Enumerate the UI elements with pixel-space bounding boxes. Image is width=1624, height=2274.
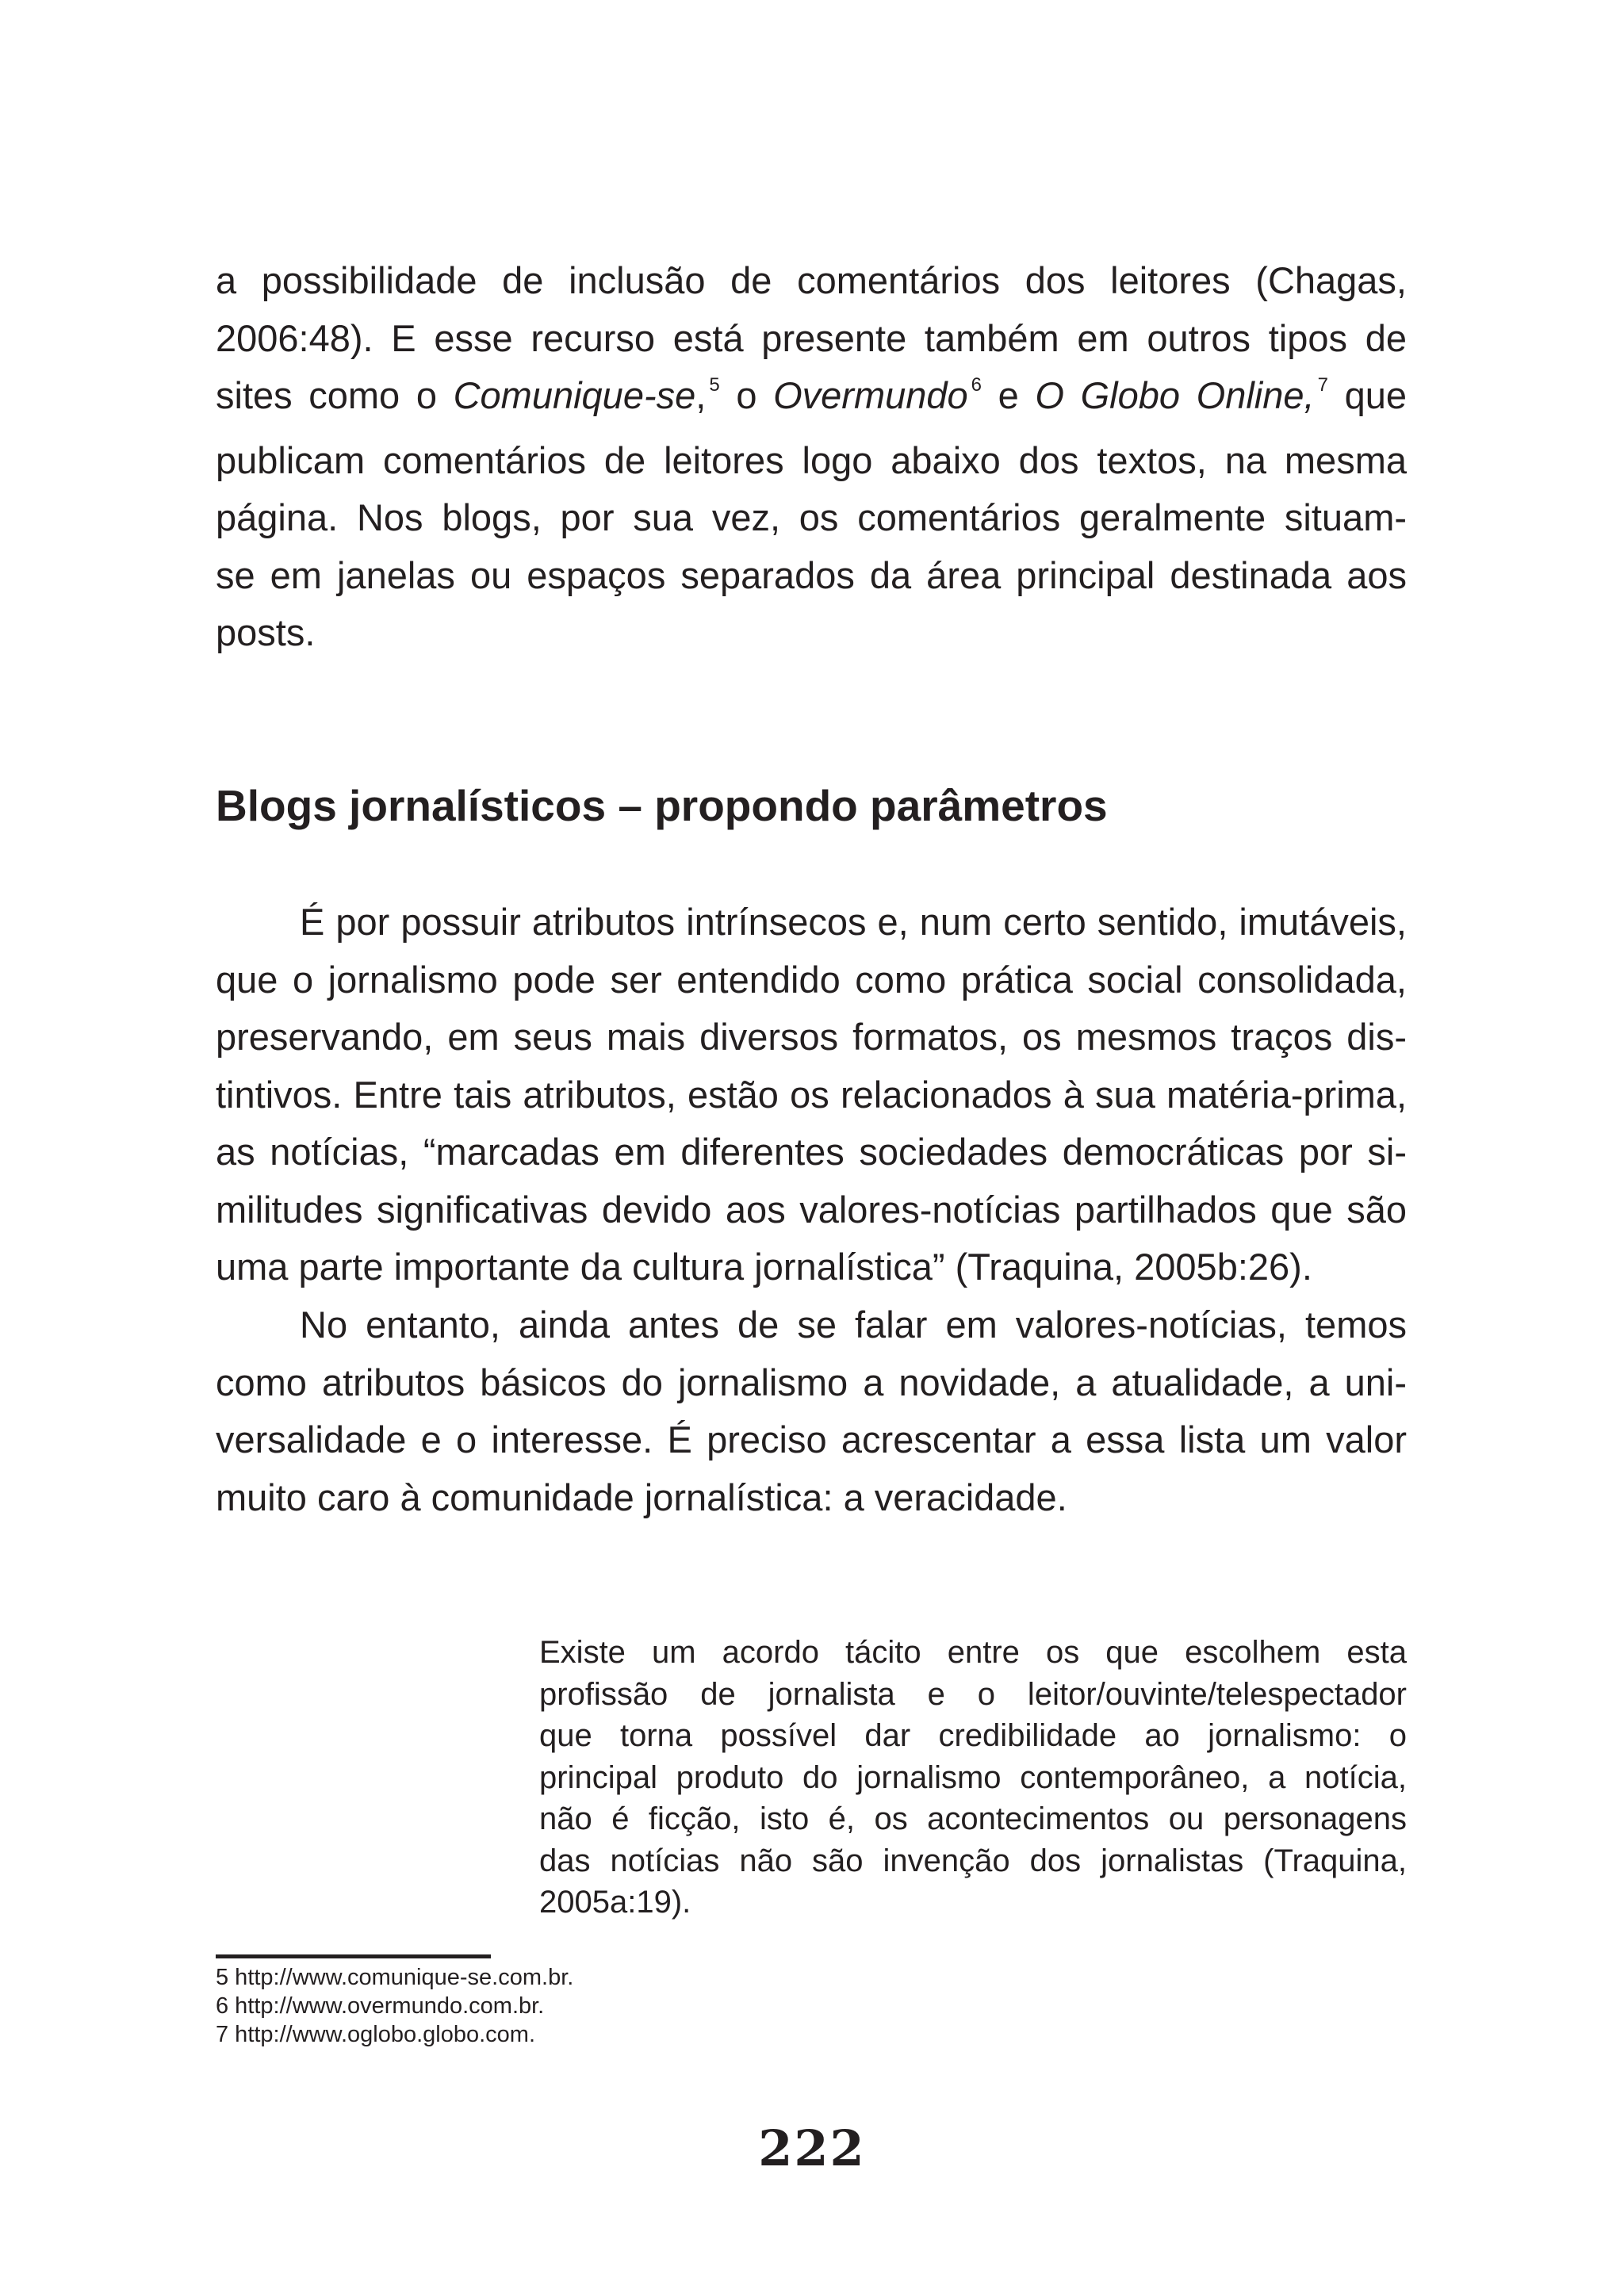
block-quote bbox=[539, 1632, 1407, 1924]
quote-line: profissão de jornalista e o leitor/ouvinte/telespectador bbox=[539, 1676, 1407, 1712]
quote-line: Existe um acordo tácito entre os que escolhem esta bbox=[539, 1635, 1407, 1670]
text-line-with-footnote-refs bbox=[216, 367, 1407, 432]
section-heading: Blogs jornalísticos – propondo parâmetros bbox=[216, 781, 1108, 830]
footnote-ref-5: 5 bbox=[709, 374, 720, 396]
site-name-o-globo-online: O Globo Online, bbox=[1035, 374, 1315, 416]
text-line: militudes significativas devido aos valores-notícias partilhados que são bbox=[216, 1188, 1407, 1231]
footnote-7: 7 http://www.oglobo.globo.com. bbox=[216, 2022, 536, 2047]
text-segment: sites como o bbox=[216, 374, 454, 416]
text-line: como atributos básicos do jornalismo a novidade, a atualidade, a uni- bbox=[216, 1361, 1407, 1403]
text-segment: , bbox=[695, 374, 707, 416]
text-segment: que bbox=[1327, 374, 1407, 416]
footnote-6: 6 http://www.overmundo.com.br. bbox=[216, 1993, 545, 2019]
site-name-comunique-se: Comunique-se bbox=[453, 374, 696, 416]
site-name-overmundo: Overmundo bbox=[773, 374, 968, 416]
text-line: uma parte importante da cultura jornalística” (Traquina, 2005b:26). bbox=[216, 1246, 1312, 1288]
paragraph-1 bbox=[216, 252, 1407, 662]
text-line: muito caro à comunidade jornalística: a veracidade. bbox=[216, 1476, 1067, 1518]
quote-line: das notícias não são invenção dos jornalistas (Traquina, bbox=[539, 1843, 1407, 1878]
page-number: 222 bbox=[758, 2119, 866, 2177]
footnote-5: 5 http://www.comunique-se.com.br. bbox=[216, 1965, 574, 1990]
text-line: publicam comentários de leitores logo abaixo dos textos, na mesma bbox=[216, 438, 1407, 481]
paragraph-2 bbox=[216, 894, 1407, 1296]
footnote-ref-6: 6 bbox=[971, 374, 982, 396]
text-line: que o jornalismo pode ser entendido como prática social consolidada, bbox=[216, 958, 1407, 1001]
text-segment: e bbox=[982, 374, 1036, 416]
footnote-separator bbox=[216, 1954, 491, 1958]
text-line: se em janelas ou espaços separados da área principal destinada aos bbox=[216, 553, 1407, 596]
text-segment: o bbox=[719, 374, 774, 416]
text-line: 2006:48). E esse recurso está presente também em outros tipos de bbox=[216, 316, 1407, 359]
text-line: No entanto, ainda antes de se falar em valores-notícias, temos bbox=[300, 1304, 1407, 1346]
text-line: É por possuir atributos intrínsecos e, num certo sentido, imutáveis, bbox=[300, 901, 1407, 943]
text-line: versalidade e o interesse. É preciso acrescentar a essa lista um valor bbox=[216, 1418, 1407, 1460]
quote-line: principal produto do jornalismo contemporâneo, a notícia, bbox=[539, 1759, 1407, 1795]
quote-line: que torna possível dar credibilidade ao jornalismo: o bbox=[539, 1718, 1407, 1753]
text-line: as notícias, “marcadas em diferentes sociedades democráticas por si- bbox=[216, 1131, 1407, 1173]
quote-line: 2005a:19). bbox=[539, 1885, 691, 1920]
text-line: a possibilidade de inclusão de comentários dos leitores (Chagas, bbox=[216, 259, 1407, 301]
text-line: preservando, em seus mais diversos formatos, os mesmos traços dis- bbox=[216, 1016, 1407, 1058]
quote-line: não é ficção, isto é, os acontecimentos ou personagens bbox=[539, 1801, 1407, 1836]
footnotes bbox=[216, 1963, 573, 2049]
text-line: tintivos. Entre tais atributos, estão os relacionados à sua matéria-prima, bbox=[216, 1073, 1407, 1116]
footnote-ref-7: 7 bbox=[1317, 374, 1328, 396]
paragraph-3 bbox=[216, 1296, 1407, 1526]
text-line: página. Nos blogs, por sua vez, os comentários geralmente situam- bbox=[216, 496, 1407, 538]
text-line: posts. bbox=[216, 611, 316, 653]
